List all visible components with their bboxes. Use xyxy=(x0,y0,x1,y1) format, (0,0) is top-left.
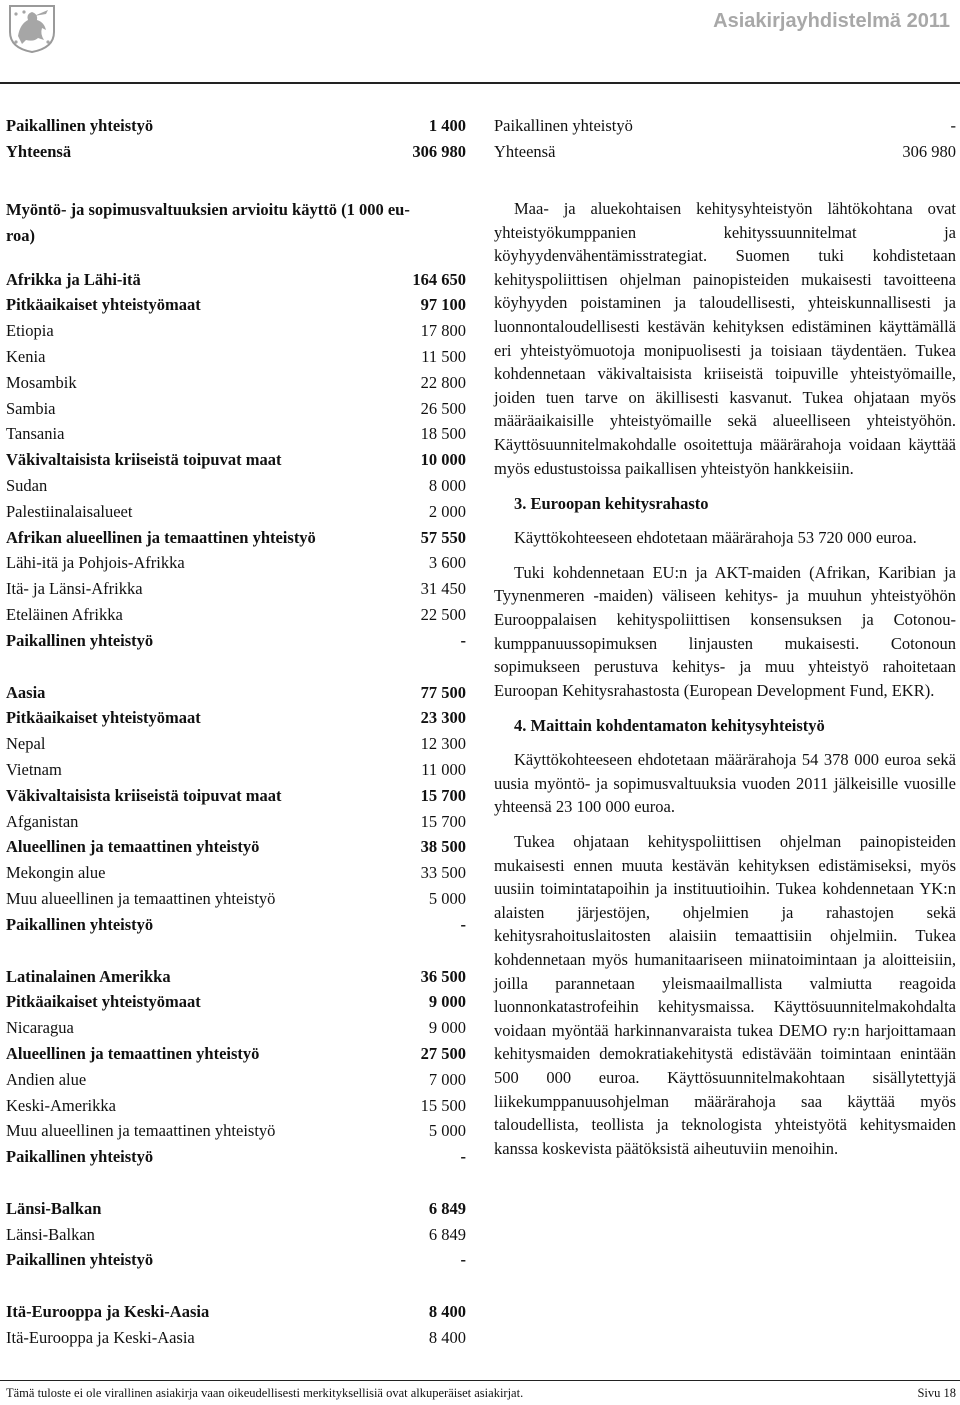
row-value: 31 450 xyxy=(420,579,466,599)
table-row xyxy=(6,757,466,783)
group-spacer xyxy=(6,654,466,680)
row-label: Eteläinen Afrikka xyxy=(6,604,123,624)
row-value: 23 300 xyxy=(420,708,466,728)
table-row xyxy=(6,576,466,602)
table-row: Paikallinen yhteistyö 1 400 xyxy=(6,116,466,135)
row-value: 164 650 xyxy=(412,269,466,289)
row-label: Länsi-Balkan xyxy=(6,1198,102,1218)
row-label: Väkivaltaisista kriiseistä toipuvat maat xyxy=(6,450,282,470)
table-row xyxy=(6,680,466,706)
row-value: 8 000 xyxy=(428,475,466,495)
section-heading-edf: 3. Euroopan kehitysrahasto xyxy=(514,494,709,514)
paragraph-unallocated-description: Tukea ohjataan kehityspoliittisen ohjelman painopisteiden mukaisesti ennen muuta kestävän kehityksen edistämiseksi, myös uusiin toimintatapoihin ja instituutioihin. Tukea kohdennetaan YK:n alaisten järjestöjen, ohjelmien ja rahastojen sekä kehitysrahoituslaitosten alaisiin temaattisiin ohjelmiin. Tukea kohdennetaan myös humanitaariseen miinatoimintaan ja aloitteisiin, joilla parannetaan yleismaailmallista valmiutta reagoida luonnonkatastrofeihin kehitysmaissa. Käyttösuunnitelmakohdalta voidaan myöntää harkinnanvaraista tukea DEMO ry:n harjoittamaan kehitysmaiden demokratiakehitystä edistävään toimintaan enintään 500 000 euroa. Käyttösuunnitelmakohtaan sisällytettyjä liikekumppanuusohjelman määrärahoja saa käyttää myös taloudellista, teollista ja teknologista yhteistyötä kehitysmaiden kanssa koskevista päätöksistä aiheutuviin menoihin. xyxy=(494,832,956,1158)
row-value: 22 800 xyxy=(420,372,466,392)
row-label: Nicaragua xyxy=(6,1018,74,1038)
row-value: 26 500 xyxy=(420,398,466,418)
group-spacer xyxy=(6,1170,466,1196)
left-totals xyxy=(6,113,466,165)
table-row xyxy=(6,1247,466,1273)
row-value: 5 000 xyxy=(428,1121,466,1141)
row-label: Afrikan alueellinen ja temaattinen yhteistyö xyxy=(6,527,316,547)
row-value: 15 500 xyxy=(420,1095,466,1115)
table-row xyxy=(6,1067,466,1093)
row-label: Alueellinen ja temaattinen yhteistyö xyxy=(6,837,260,857)
right-column xyxy=(494,113,956,1160)
row-label: Afrikka ja Lähi-itä xyxy=(6,269,141,289)
page-number: Sivu 18 xyxy=(917,1386,956,1400)
row-label: Mekongin alue xyxy=(6,863,106,883)
row-label: Paikallinen yhteistyö xyxy=(6,1147,154,1167)
row-label: Kenia xyxy=(6,346,46,366)
row-value: 15 700 xyxy=(420,785,466,805)
row-value: 27 500 xyxy=(420,1043,466,1063)
row-label: Pitkäaikaiset yhteistyömaat xyxy=(6,708,201,728)
row-value: - xyxy=(460,1147,466,1167)
table-row xyxy=(6,912,466,938)
footer-disclaimer: Tämä tuloste ei ole virallinen asiakirja vaan oikeudellisesti merkityksellisiä ovat alkuperäiset asiakirjat. xyxy=(6,1386,524,1400)
table-row xyxy=(6,447,466,473)
table-row xyxy=(6,783,466,809)
row-label: Paikallinen yhteistyö xyxy=(6,630,154,650)
row-label: Afganistan xyxy=(6,811,79,831)
table-row: Paikallinen yhteistyö - xyxy=(494,116,956,135)
row-value: 38 500 xyxy=(420,837,466,857)
table-row xyxy=(6,550,466,576)
footer-divider xyxy=(0,1380,960,1381)
row-label: Muu alueellinen ja temaattinen yhteistyö xyxy=(6,888,276,908)
table-row xyxy=(6,628,466,654)
row-label: Pitkäaikaiset yhteistyömaat xyxy=(6,295,201,315)
table-row xyxy=(6,834,466,860)
page-footer xyxy=(6,1384,956,1402)
table-row xyxy=(6,1222,466,1248)
paragraph-edf-description: Tuki kohdennetaan EU:n ja AKT-maiden (Afrikan, Karibian ja Tyynenmeren -maiden) väliseen kehitys- ja muuhun yhteistyöhön Eurooppalaisen kehityspoliittisen konsensuksen ja Cotonou-kumppanuussopimuksen linjausten mukaisesti. Cotonoun sopimukseen perustuva kehitys- ja muu yhteistyö rahoitetaan Euroopan Kehitysrahastosta (European Development Fund, EKR). xyxy=(494,562,956,700)
row-value: 9 000 xyxy=(428,992,466,1012)
row-value: 33 500 xyxy=(420,863,466,883)
row-value: 36 500 xyxy=(420,966,466,986)
table-row xyxy=(6,964,466,990)
row-label: Pitkäaikaiset yhteistyömaat xyxy=(6,992,201,1012)
table-row xyxy=(6,370,466,396)
right-totals xyxy=(494,113,956,165)
row-value: - xyxy=(460,630,466,650)
row-label: Paikallinen yhteistyö xyxy=(6,1250,154,1270)
row-label: Vietnam xyxy=(6,759,62,779)
header-divider xyxy=(0,82,960,84)
row-value: 12 300 xyxy=(420,734,466,754)
table-row xyxy=(6,473,466,499)
table-row: Yhteensä 306 980 xyxy=(494,141,956,161)
row-value: 8 400 xyxy=(428,1302,466,1322)
left-column xyxy=(6,113,466,1351)
table-row xyxy=(6,1041,466,1067)
row-label: Sambia xyxy=(6,398,56,418)
table-row xyxy=(6,886,466,912)
row-label: Muu alueellinen ja temaattinen yhteistyö xyxy=(6,1121,276,1141)
row-label: Etiopia xyxy=(6,321,54,341)
row-label: Paikallinen yhteistyö xyxy=(6,914,154,934)
row-value: 17 800 xyxy=(420,321,466,341)
row-label: Keski-Amerikka xyxy=(6,1095,116,1115)
table-row xyxy=(6,809,466,835)
section-heading-unallocated: 4. Maittain kohdentamaton kehitysyhteistyö xyxy=(514,716,825,736)
table-row xyxy=(6,1325,466,1351)
group-spacer xyxy=(6,938,466,964)
document-title: Asiakirjayhdistelmä 2011 xyxy=(713,10,950,32)
page-header xyxy=(0,0,960,82)
table-row xyxy=(6,499,466,525)
row-label: Väkivaltaisista kriiseistä toipuvat maat xyxy=(6,785,282,805)
row-value: - xyxy=(460,914,466,934)
row-label: Itä- ja Länsi-Afrikka xyxy=(6,579,143,599)
table-row xyxy=(6,1093,466,1119)
table-row xyxy=(6,1015,466,1041)
row-label: Palestiinalaisalueet xyxy=(6,501,133,521)
group-spacer xyxy=(6,1273,466,1299)
appropriation-table xyxy=(6,267,466,1351)
paragraph-edf-amount: Käyttökohteeseen ehdotetaan määrärahoja 53 720 000 euroa. xyxy=(514,528,917,548)
row-label: Mosambik xyxy=(6,372,77,392)
row-value: 6 849 xyxy=(428,1198,466,1218)
row-label: Tansania xyxy=(6,424,65,444)
table-row xyxy=(6,396,466,422)
table-row xyxy=(6,1299,466,1325)
table-row xyxy=(6,421,466,447)
row-value: 7 000 xyxy=(428,1069,466,1089)
row-value: 10 000 xyxy=(420,450,466,470)
row-value: 15 700 xyxy=(420,811,466,831)
row-label: Latinalainen Amerikka xyxy=(6,966,171,986)
paragraph-regional-cooperation: Maa- ja aluekohtaisen kehitysyhteistyön lähtökohtana ovat yhteistyökumppanien kehityssuunnitelmat ja köyhyydenvähentämisstrategiat. Suomen tuki kohdistetaan kehityspoliittisen ohjelman painopisteiden mukaisesti tavoitteena köyhyyden poistaminen ja taloudellisesti, yhteiskunnallisesti ja luonnontaloudellisesti kestävän kehityksen edistäminen käyttämällä eri yhteistyömuotoja monipuolisesti ja toisiaan täydentäen. Tukea kohdennetaan väkivaltaisista kriiseistä toipuville yhteistyömaille, joiden tuen tarve on äkillisesti kasvanut. Tukea ohjataan myös määräaikaisille yhteistyömaille sekä alueelliseen yhteistyöhön. Käyttösuunnitelmakohdalle osoitettuja määrärahoja voidaan käyttää myös edustustoissa paikallisen yhteistyön hankkeisiin. xyxy=(494,199,956,478)
row-label: Nepal xyxy=(6,734,46,754)
table-row xyxy=(6,525,466,551)
table-row xyxy=(6,1144,466,1170)
table-row xyxy=(6,602,466,628)
table-row: Yhteensä 306 980 xyxy=(6,141,466,161)
table-row xyxy=(6,344,466,370)
row-value: 57 550 xyxy=(420,527,466,547)
table-caption: Myöntö- ja sopimusvaltuuksien arvioitu käyttö (1 000 eu- roa) xyxy=(6,200,410,245)
row-value: 9 000 xyxy=(428,1018,466,1038)
table-row xyxy=(6,731,466,757)
row-value: 6 849 xyxy=(428,1224,466,1244)
table-row xyxy=(6,989,466,1015)
row-value: 77 500 xyxy=(420,682,466,702)
row-value: 5 000 xyxy=(428,888,466,908)
row-label: Itä-Eurooppa ja Keski-Aasia xyxy=(6,1302,210,1322)
row-value: - xyxy=(460,1250,466,1270)
table-row xyxy=(6,267,466,293)
row-value: 18 500 xyxy=(420,424,466,444)
lion-crest-icon xyxy=(4,2,60,54)
table-row xyxy=(6,1196,466,1222)
row-label: Aasia xyxy=(6,682,46,702)
table-row xyxy=(6,318,466,344)
row-label: Länsi-Balkan xyxy=(6,1224,95,1244)
row-label: Sudan xyxy=(6,475,48,495)
row-value: 3 600 xyxy=(428,553,466,573)
table-row xyxy=(6,860,466,886)
row-label: Andien alue xyxy=(6,1069,87,1089)
table-row xyxy=(6,1118,466,1144)
paragraph-unallocated-amount: Käyttökohteeseen ehdotetaan määrärahoja 54 378 000 euroa sekä uusia myöntö- ja sopimusvaltuuksia vuoden 2011 jälkeisille vuosille yhteensä 23 100 000 euroa. xyxy=(494,750,956,817)
row-value: 97 100 xyxy=(420,295,466,315)
row-value: 8 400 xyxy=(428,1328,466,1348)
row-value: 11 000 xyxy=(421,759,466,779)
table-row xyxy=(6,292,466,318)
row-label: Alueellinen ja temaattinen yhteistyö xyxy=(6,1043,260,1063)
row-label: Lähi-itä ja Pohjois-Afrikka xyxy=(6,553,185,573)
row-value: 22 500 xyxy=(420,604,466,624)
table-row xyxy=(6,705,466,731)
row-value: 11 500 xyxy=(421,346,466,366)
row-label: Itä-Eurooppa ja Keski-Aasia xyxy=(6,1328,195,1348)
row-value: 2 000 xyxy=(428,501,466,521)
